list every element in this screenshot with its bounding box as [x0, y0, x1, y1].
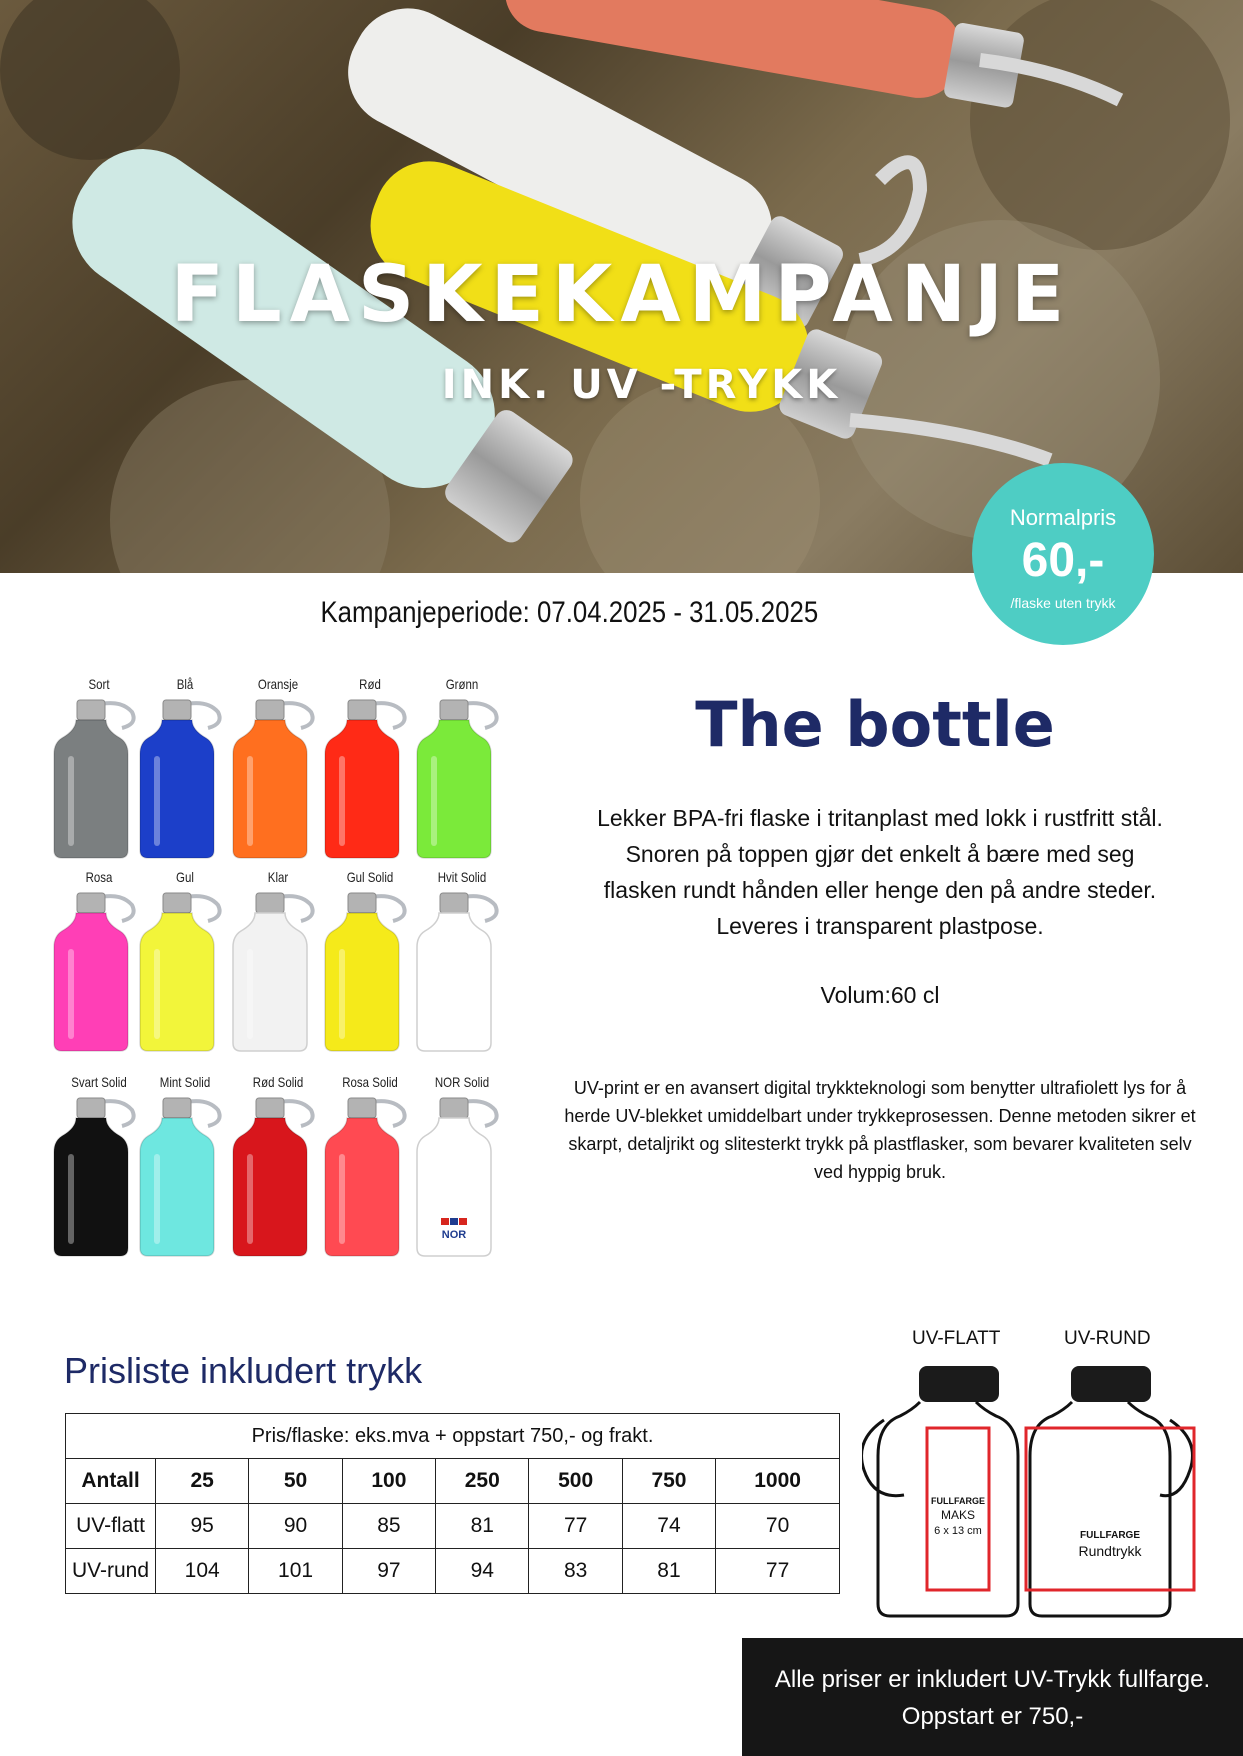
bottle-body	[54, 720, 128, 858]
uv-round-line2: Rundtrykk	[1078, 1543, 1142, 1559]
table-cell: 97	[342, 1549, 435, 1594]
hero-subtitle: INK. UV -TRYKK	[441, 362, 842, 408]
color-variant	[323, 869, 417, 1059]
table-cell: 81	[436, 1504, 529, 1549]
table-cell: 101	[249, 1549, 342, 1594]
badge-note: /flaske uten trykk	[1010, 595, 1116, 611]
bottle-highlight	[154, 949, 160, 1039]
campaign-period: Kampanjeperiode: 07.04.2025 - 31.05.2025	[320, 596, 819, 629]
bottle-cap	[348, 700, 376, 720]
header-cell: 250	[436, 1459, 529, 1504]
bottle-body	[140, 720, 214, 858]
bottle-highlight	[68, 1154, 74, 1244]
product-title: The bottle	[695, 688, 1055, 761]
color-variant	[323, 1074, 417, 1264]
color-variant-name: Rosa	[85, 869, 113, 885]
bottle-highlight	[339, 756, 345, 846]
header-cell: 100	[342, 1459, 435, 1504]
price-list-heading: Prisliste inkludert trykk	[64, 1350, 423, 1391]
table-cell: 83	[529, 1549, 622, 1594]
color-variant-name: Svart Solid	[71, 1074, 127, 1090]
bottle-cap	[77, 1098, 105, 1118]
table-cell: 81	[622, 1549, 715, 1594]
color-variant-name: Grønn	[445, 676, 479, 692]
bottle-body	[233, 1118, 307, 1256]
uv-flat-diagram	[862, 1360, 1022, 1620]
bottle-highlight	[68, 949, 74, 1039]
badge-price: 60,-	[1021, 534, 1105, 587]
color-variant	[52, 1074, 146, 1264]
uv-print-description: UV-print er en avansert digital trykkteknologi som benytter ultrafiolett lys for å herde UV-blekket umiddelbart under trykkeprosessen. Denne metoden sikrer et skarpt, detaljrikt og slitesterkt trykk på plastflasker, som bevarer kvaliteten selv ved hyppig bruk.	[564, 1078, 1196, 1182]
price-table-note: Pris/flaske: eks.mva + oppstart 750,- og frakt.	[66, 1414, 840, 1459]
color-variant	[415, 869, 509, 1059]
bottle-cap	[77, 700, 105, 720]
bottle-image	[52, 889, 146, 1055]
color-variant	[138, 1074, 232, 1264]
badge-label: Normalpris	[1009, 505, 1117, 530]
uv-flat-line1: FULLFARGE	[931, 1496, 985, 1506]
bottle-image	[138, 1094, 232, 1260]
color-variant	[231, 1074, 325, 1264]
color-variant	[52, 869, 146, 1059]
bottle-cap	[256, 1098, 284, 1118]
bottle-image	[52, 1094, 146, 1260]
color-variant	[415, 676, 509, 866]
bottle-body	[417, 720, 491, 858]
bottle-body	[233, 913, 307, 1051]
color-variant-name: Mint Solid	[159, 1074, 211, 1090]
bottle-cap	[440, 893, 468, 913]
product-volume: Volum:60 cl	[820, 982, 940, 1008]
bottle-cap	[163, 1098, 191, 1118]
color-variant	[323, 676, 417, 866]
bottle-cap	[163, 700, 191, 720]
color-variant-name: Sort	[88, 676, 110, 692]
uv-flat-line3: 6 x 13 cm	[934, 1525, 982, 1537]
color-variants-grid	[52, 676, 522, 1276]
product-description: Lekker BPA-fri flaske i tritanplast med lokk i rustfritt stål. Snoren på toppen gjør det enkelt å bære med seg flasken rundt hånden eller henge den på andre steder. Leveres i transparent plastpose.	[597, 805, 1163, 939]
header-cell: 1000	[716, 1459, 840, 1504]
bottle-body	[54, 913, 128, 1051]
bottle-image	[415, 889, 509, 1055]
bottle-highlight	[154, 756, 160, 846]
bottle-highlight	[339, 1154, 345, 1244]
header-cell: 50	[249, 1459, 342, 1504]
bottle-image	[323, 696, 417, 862]
uv-round-label: UV-RUND	[1064, 1328, 1151, 1349]
uv-flat-label: UV-FLATT	[912, 1328, 1001, 1349]
bottle-highlight	[68, 756, 74, 846]
bottle-image	[231, 889, 325, 1055]
color-variant	[231, 869, 325, 1059]
uv-round-line1: FULLFARGE	[1080, 1530, 1140, 1541]
header-cell: 500	[529, 1459, 622, 1504]
table-row	[66, 1504, 840, 1549]
table-cell: 85	[342, 1504, 435, 1549]
color-variant	[138, 676, 232, 866]
bottle-highlight	[247, 949, 253, 1039]
bottle-highlight	[431, 1154, 437, 1244]
nor-flag-print	[441, 1218, 467, 1241]
bottle-image	[231, 1094, 325, 1260]
table-cell: 94	[436, 1549, 529, 1594]
color-variant-name: Oransje	[257, 676, 299, 692]
footer-banner	[742, 1638, 1243, 1756]
table-cell: 90	[249, 1504, 342, 1549]
color-variant	[415, 1074, 509, 1264]
bottle-image	[138, 696, 232, 862]
color-variant-name: Klar	[267, 869, 289, 885]
bottle-body	[325, 720, 399, 858]
price-table-header	[66, 1459, 840, 1504]
table-cell: 77	[529, 1504, 622, 1549]
footer-line2: Oppstart er 750,-	[901, 1703, 1084, 1730]
bottle-body	[325, 1118, 399, 1256]
bottle-highlight	[247, 756, 253, 846]
color-variant-name: Rosa Solid	[342, 1074, 398, 1090]
table-cell: UV-flatt	[66, 1504, 156, 1549]
bottle-highlight	[247, 1154, 253, 1244]
bottle-cap	[77, 893, 105, 913]
bottle-image	[415, 1094, 509, 1260]
bottle-image	[415, 696, 509, 862]
bottle-highlight	[154, 1154, 160, 1244]
header-cell: 750	[622, 1459, 715, 1504]
uv-round-diagram	[1020, 1360, 1210, 1620]
bottle-cap	[440, 700, 468, 720]
bottle-image	[138, 889, 232, 1055]
color-variant-name: NOR Solid	[434, 1074, 490, 1090]
table-cell: 70	[716, 1504, 840, 1549]
table-cell: 104	[156, 1549, 249, 1594]
color-variant-name: Hvit Solid	[437, 869, 487, 885]
bottle-cap	[256, 893, 284, 913]
table-row	[66, 1549, 840, 1594]
color-variant	[52, 676, 146, 866]
table-cell: UV-rund	[66, 1549, 156, 1594]
color-variant-name: Gul Solid	[346, 869, 394, 885]
price-table-note-row	[66, 1414, 840, 1459]
color-variant	[138, 869, 232, 1059]
header-cell: 25	[156, 1459, 249, 1504]
bottle-body	[140, 913, 214, 1051]
bottle-cap	[440, 1098, 468, 1118]
color-variant-name: Rød Solid	[252, 1074, 304, 1090]
bottle-cap	[348, 1098, 376, 1118]
bottle-body	[140, 1118, 214, 1256]
table-cell: 74	[622, 1504, 715, 1549]
bottle-image	[323, 1094, 417, 1260]
bottle-image	[323, 889, 417, 1055]
hero-title: FLASKEKAMPANJE	[170, 250, 1073, 340]
bottle-highlight	[431, 756, 437, 846]
bottle-body	[54, 1118, 128, 1256]
nor-print-text: NOR	[441, 1229, 467, 1241]
bottle-image	[231, 696, 325, 862]
bottle-body	[233, 720, 307, 858]
bottle-body	[417, 913, 491, 1051]
bottle-cap	[256, 700, 284, 720]
color-variant-name: Gul	[176, 869, 194, 885]
uv-flat-line2: MAKS	[940, 1508, 976, 1522]
table-cell: 77	[716, 1549, 840, 1594]
footer-line1: Alle priser er inkludert UV-Trykk fullfarge.	[774, 1666, 1211, 1693]
price-table	[65, 1413, 840, 1594]
color-variant-name: Blå	[176, 676, 194, 692]
bottle-highlight	[339, 949, 345, 1039]
table-cell: 95	[156, 1504, 249, 1549]
color-variant-name: Rød	[359, 676, 381, 692]
header-cell: Antall	[66, 1459, 156, 1504]
bottle-cap	[348, 893, 376, 913]
bottle-highlight	[431, 949, 437, 1039]
color-variant	[231, 676, 325, 866]
bottle-image	[52, 696, 146, 862]
bottle-cap	[163, 893, 191, 913]
bottle-body	[325, 913, 399, 1051]
